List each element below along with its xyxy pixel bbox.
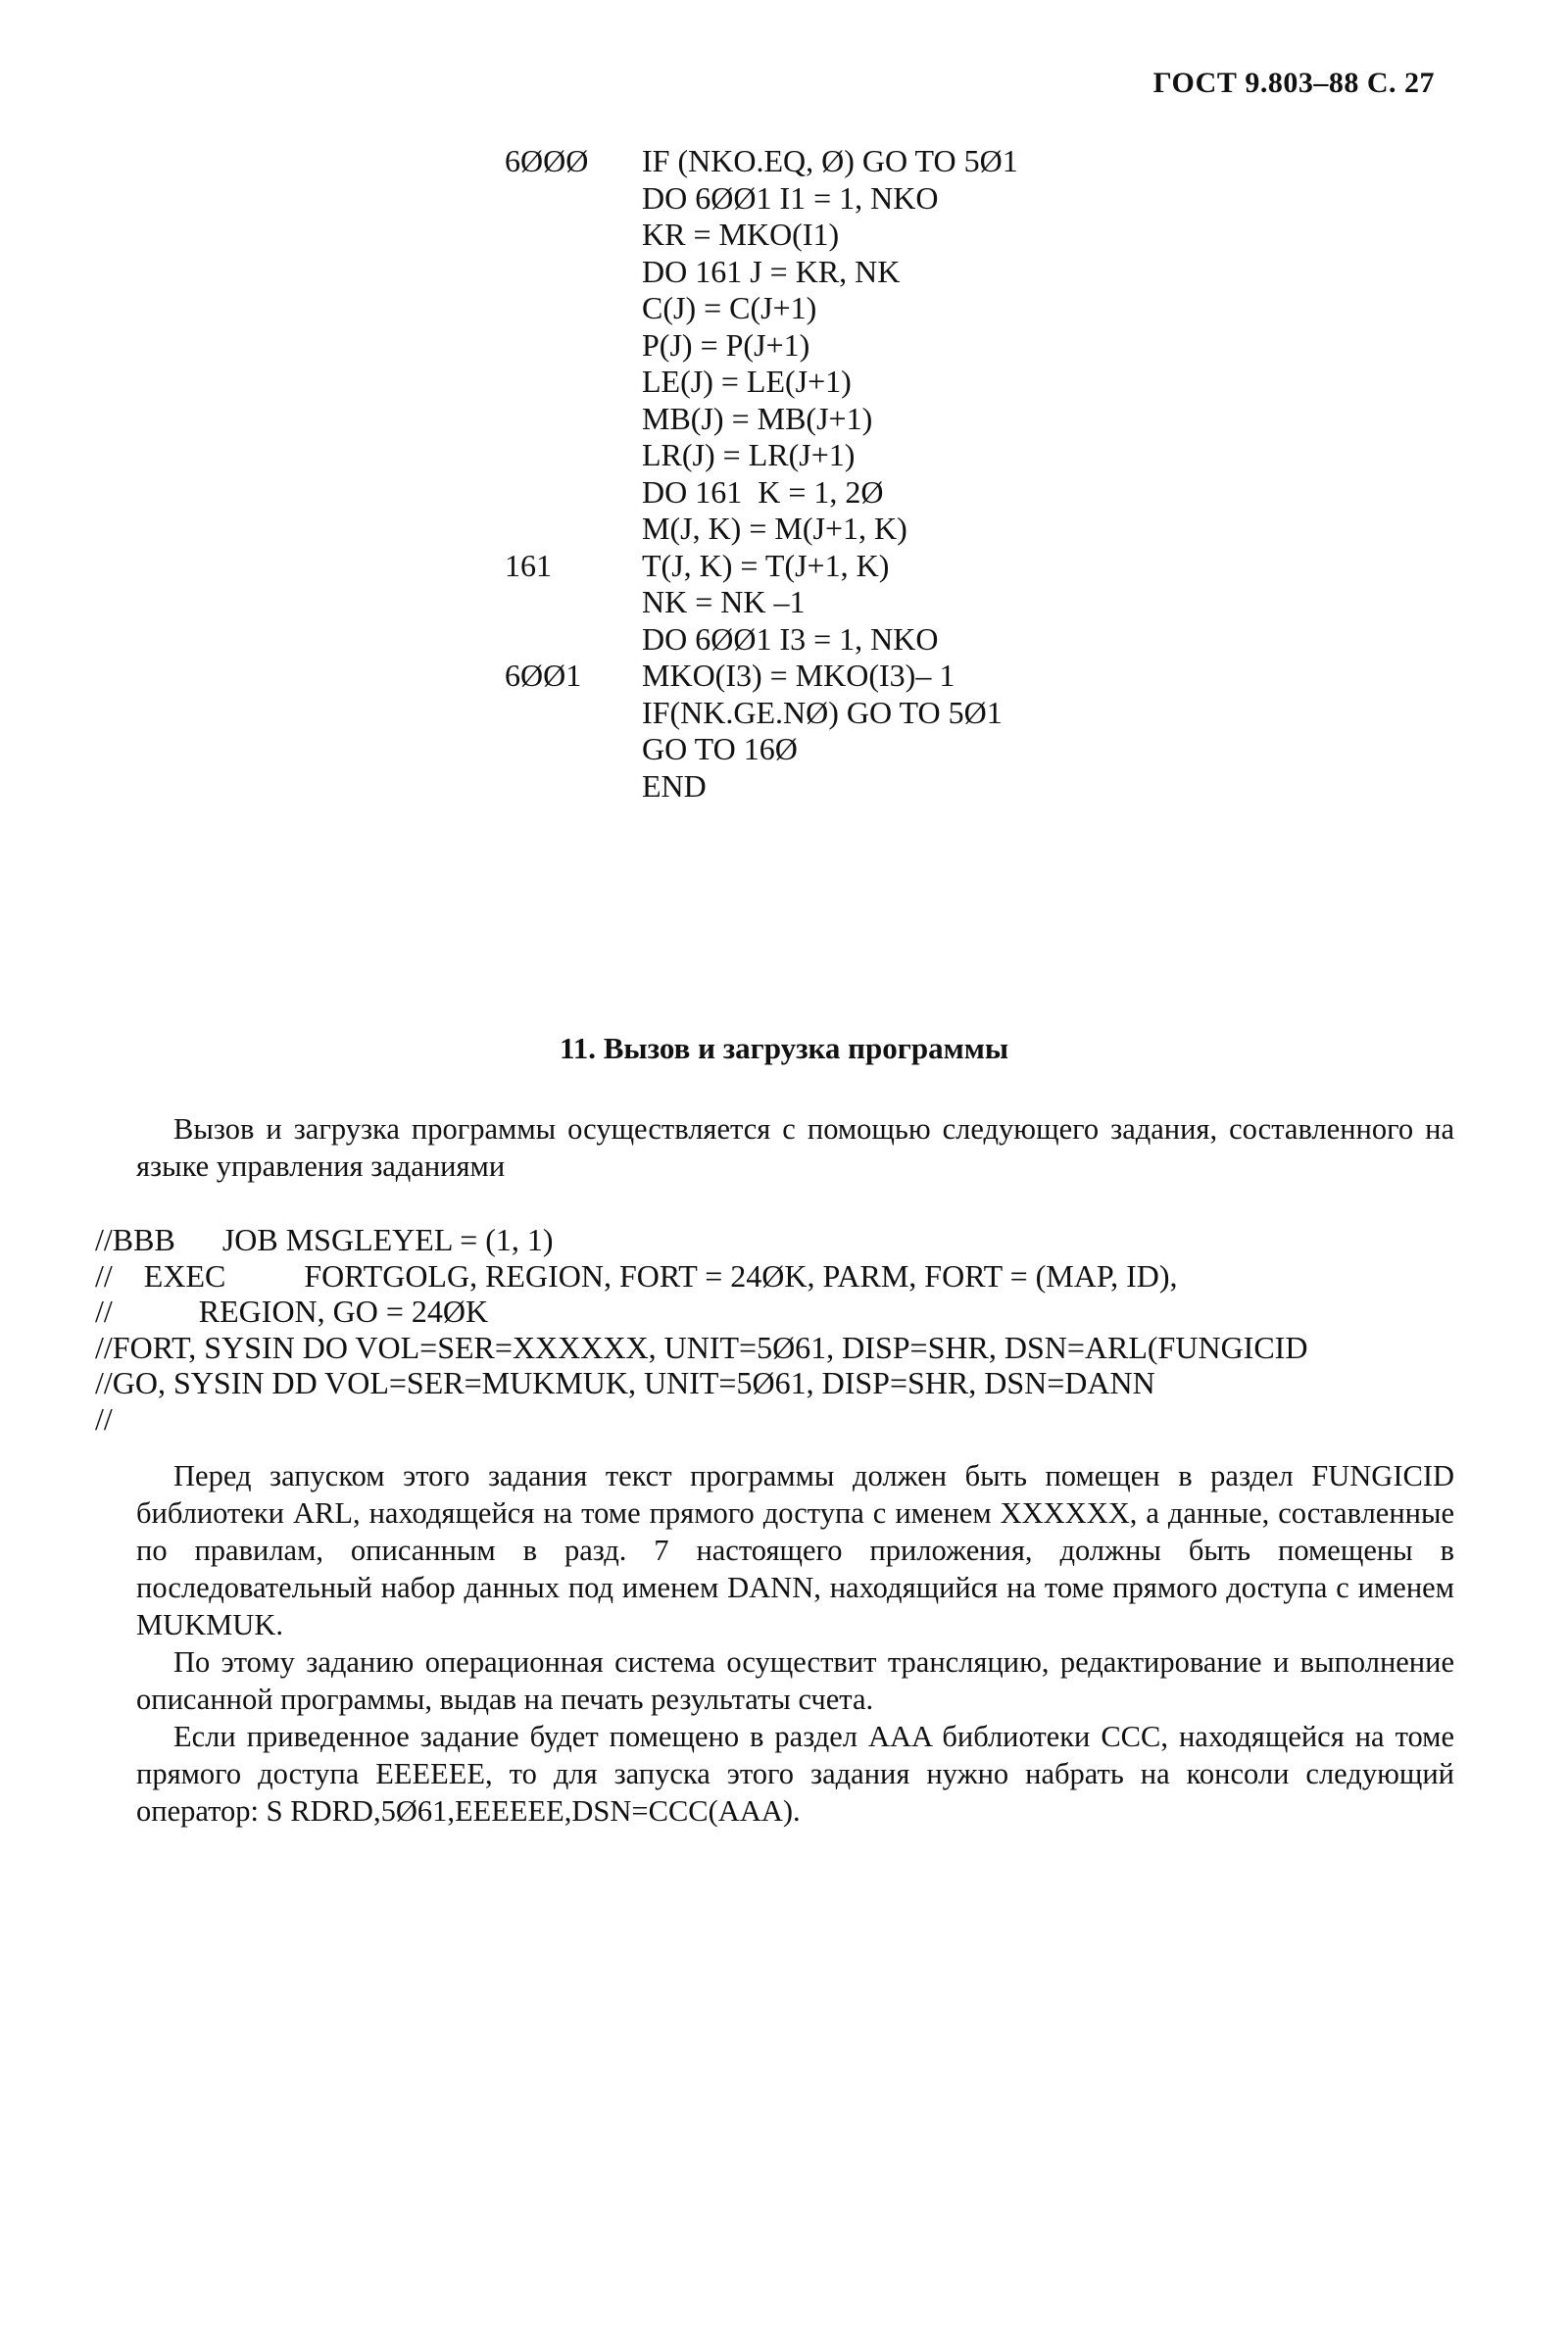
code-label (505, 217, 642, 254)
code-label: 6ØØ1 (505, 658, 582, 693)
code-statement: MKO(I3) = MKO(I3)– 1 (642, 658, 956, 693)
code-line (505, 768, 1018, 806)
code-label (505, 327, 642, 365)
code-statement: LE(J) = LE(J+1) (642, 364, 852, 399)
code-line (505, 180, 1018, 218)
jcl-line: // REGION, GO = 24ØK (95, 1294, 489, 1329)
body-paragraphs (136, 1457, 1454, 1830)
code-label: 6ØØØ (505, 143, 589, 178)
code-line (505, 621, 1018, 659)
code-label (505, 768, 642, 806)
section-title: 11. Вызов и загрузка программы (559, 1031, 1009, 1065)
code-statement: M(J, K) = M(J+1, K) (642, 511, 907, 546)
code-statement: DO 161 J = KR, NK (642, 253, 901, 289)
code-line (505, 254, 1018, 291)
code-line (505, 290, 1018, 327)
body-paragraph: Перед запуском этого задания текст программы должен быть помещен в раздел FUNGICID библиотеки ARL, находящейся на томе прямого доступа с именем XXXXXX, а данные, составленные по правилам, описанным в разд. 7 настоящего приложения, должны быть помещены в последовательный набор данных под именем DANN, находящийся на томе прямого доступа с именем MUKMUK. (136, 1459, 1454, 1641)
code-statement: IF(NK.GE.NØ) GO TO 5Ø1 (642, 694, 1003, 730)
code-statement: KR = MKO(I1) (642, 217, 840, 252)
code-label (505, 511, 642, 548)
code-label (505, 290, 642, 327)
code-label (505, 474, 642, 512)
code-label (505, 584, 642, 621)
code-label (505, 695, 642, 732)
code-line (505, 731, 1018, 768)
code-line (505, 401, 1018, 438)
jcl-line: //BBB JOB MSGLEYEL = (1, 1) (95, 1222, 554, 1257)
jcl-line: // (95, 1400, 113, 1437)
code-statement: END (642, 767, 707, 804)
code-line (505, 658, 1018, 695)
body-paragraph: Если приведенное задание будет помещено в раздел AAA библиотеки CCC, находящейся на томе прямого доступа EEEEEE, то для запуска этого задания нужно набрать на консоли следующий оператор: S RDRD,5Ø61,EEEEEE,DSN=CCC(AAA). (136, 1720, 1454, 1828)
code-label (505, 731, 642, 768)
code-line (505, 143, 1018, 180)
code-statement: MB(J) = MB(J+1) (642, 400, 873, 436)
code-statement: DO 6ØØ1 I1 = 1, NKO (642, 179, 939, 216)
jcl-line: //GO, SYSIN DD VOL=SER=MUKMUK, UNIT=5Ø61, DISP=SHR, DSN=DANN (95, 1365, 1155, 1400)
code-line (505, 364, 1018, 401)
code-statement: NK = NK –1 (642, 584, 806, 619)
code-line (505, 327, 1018, 365)
jcl-line: // EXEC FORTGOLG, REGION, FORT = 24ØK, PARM, FORT = (MAP, ID), (95, 1257, 1178, 1294)
code-line (505, 217, 1018, 254)
code-statement: GO TO 16Ø (642, 731, 798, 766)
code-label (505, 621, 642, 659)
code-statement: T(J, K) = T(J+1, K) (642, 547, 890, 583)
code-line (505, 437, 1018, 474)
code-label (505, 437, 642, 474)
intro-paragraph: Вызов и загрузка программы осуществляется с помощью следующего задания, составленного на языке управления заданиями (136, 1112, 1454, 1183)
code-line (505, 548, 1018, 585)
code-label (505, 364, 642, 401)
jcl-line: //FORT, SYSIN DO VOL=SER=XXXXXX, UNIT=5Ø61, DISP=SHR, DSN=ARL(FUNGICID (95, 1329, 1308, 1365)
code-line (505, 584, 1018, 621)
code-statement: C(J) = C(J+1) (642, 290, 817, 325)
code-statement: DO 161 K = 1, 2Ø (642, 473, 884, 510)
code-statement: P(J) = P(J+1) (642, 326, 810, 363)
code-line (505, 511, 1018, 548)
code-statement: DO 6ØØ1 I3 = 1, NKO (642, 620, 939, 657)
body-paragraph: По этому заданию операционная система осуществит трансляцию, редактирование и выполнение описанной программы, выдав на печать результаты счета. (136, 1645, 1454, 1716)
code-label (505, 254, 642, 291)
code-line (505, 695, 1018, 732)
jcl-block (95, 1222, 1307, 1437)
code-label: 161 (505, 547, 552, 583)
code-line (505, 474, 1018, 512)
code-statement: LR(J) = LR(J+1) (642, 437, 856, 472)
code-statement: IF (NKO.EQ, Ø) GO TO 5Ø1 (642, 143, 1018, 178)
page-header: ГОСТ 9.803–88 С. 27 (1152, 67, 1435, 99)
fortran-code-block (505, 143, 1018, 805)
code-label (505, 180, 642, 218)
code-label (505, 401, 642, 438)
